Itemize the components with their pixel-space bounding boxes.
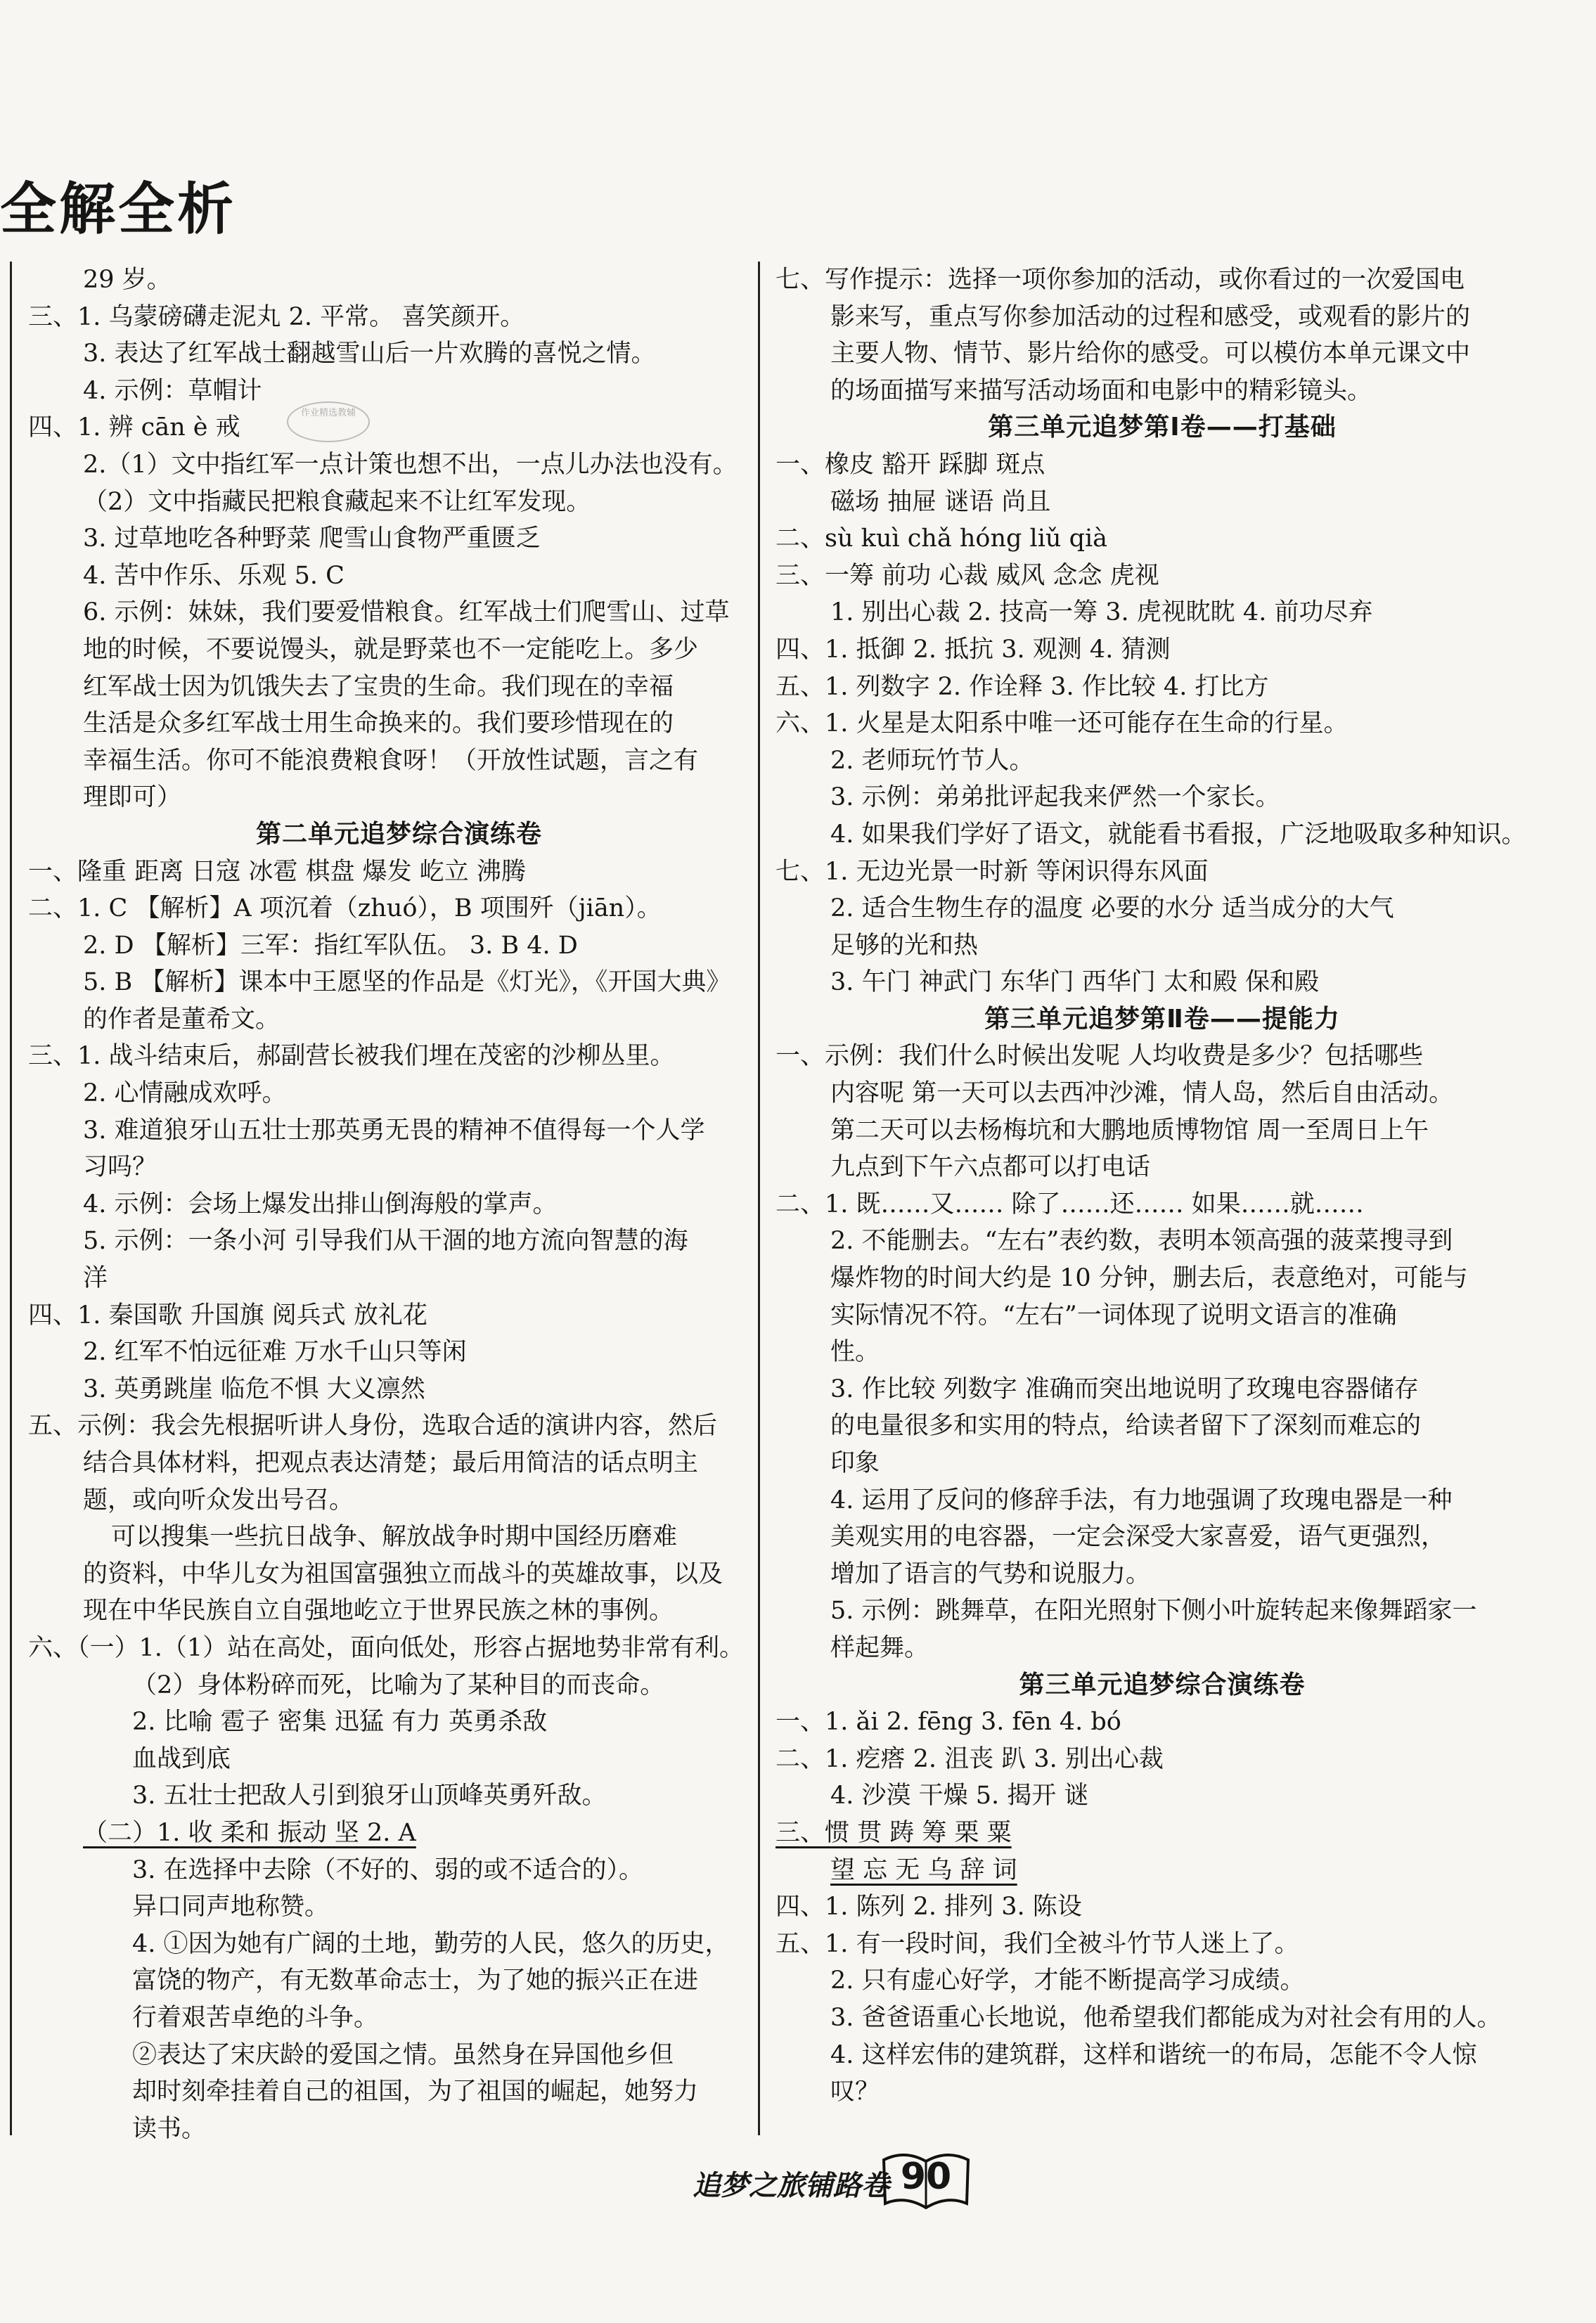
right-answer-line: 二、sù kuì chǎ hóng liǔ qià — [776, 525, 1108, 553]
left-answer-line: 五、示例：我会先根据听讲人身份，选取合适的演讲内容，然后 — [28, 1412, 718, 1441]
right-answer-line: 4. 如果我们学好了语文，就能看书看报，广泛地吸取多种知识。 — [830, 820, 1526, 849]
left-margin-rule — [10, 262, 12, 2135]
left-answer-line: 29 岁。 — [83, 266, 172, 294]
left-answer-line: 6. 示例：妹妹，我们要爱惜粮食。红军战士们爬雪山、过草 — [83, 598, 730, 627]
left-answer-line: 二、1. C 【解析】A 项沉着（zhuó），B 项围歼（jiān）。 — [28, 894, 662, 923]
right-answer-line: 一、示例：我们什么时候出发呢 人均收费是多少？包括哪些 — [776, 1042, 1424, 1071]
right-answer-column — [776, 262, 1549, 2111]
left-answer-line: 行着艰苦卓绝的斗争。 — [132, 2003, 379, 2032]
column-divider — [758, 262, 760, 2135]
right-answer-line: 5. 示例：跳舞草，在阳光照射下侧小叶旋转起来像舞蹈家一 — [830, 1597, 1477, 1626]
left-answer-line: （二）1. 收 柔和 振动 坚 2. A — [83, 1818, 416, 1847]
right-section-title: 第三单元追梦第Ⅰ卷——打基础 — [988, 413, 1337, 442]
right-answer-line: 七、1. 无边光景一时新 等闲识得东风面 — [776, 857, 1209, 886]
left-answer-line: （2）身体粉碎而死，比喻为了某种目的而丧命。 — [132, 1671, 665, 1699]
right-answer-line: 3. 爸爸语重心长地说，他希望我们都能成为对社会有用的人。 — [830, 2003, 1502, 2032]
right-answer-line: 五、1. 列数字 2. 作诠释 3. 作比较 4. 打比方 — [776, 672, 1269, 701]
left-answer-line: 3. 在选择中去除（不好的、弱的或不适合的）。 — [132, 1855, 644, 1884]
left-answer-line: 四、1. 辨 cān è 戒 — [28, 413, 240, 442]
left-answer-line: 读书。 — [132, 2114, 207, 2143]
left-answer-line: 题，或向听众发出号召。 — [83, 1486, 354, 1514]
right-answer-line: 4. 运用了反问的修辞手法，有力地强调了玫瑰电器是一种 — [830, 1486, 1453, 1514]
right-answer-line: 磁场 抽屉 谜语 尚且 — [830, 487, 1051, 516]
left-answer-line: 2.（1）文中指红军一点计策也想不出，一点儿办法也没有。 — [83, 450, 738, 479]
right-answer-line: 一、1. ǎi 2. fēng 3. fēn 4. bó — [776, 1708, 1121, 1737]
left-answer-line: 一、隆重 距离 日寇 冰雹 棋盘 爆发 屹立 沸腾 — [28, 857, 526, 886]
left-answer-line: 4. 苦中作乐、乐观 5. C — [83, 561, 345, 590]
left-answer-line: 2. 红军不怕远征难 万水千山只等闲 — [83, 1338, 467, 1367]
left-answer-line: 四、1. 秦国歌 升国旗 阅兵式 放礼花 — [28, 1301, 427, 1330]
right-section-title: 第三单元追梦第Ⅱ卷——提能力 — [984, 1004, 1340, 1034]
right-answer-line: 印象 — [830, 1449, 880, 1477]
right-answer-line: 足够的光和热 — [830, 931, 979, 960]
left-answer-line: 4. 示例：草帽计 — [83, 376, 262, 405]
right-answer-line: 2. 适合生物生存的温度 必要的水分 适当成分的大气 — [830, 894, 1394, 923]
page-header-title: 全解全析 — [0, 176, 236, 242]
right-answer-line: 爆炸物的时间大约是 10 分钟，删去后，表意绝对，可能与 — [830, 1264, 1468, 1293]
left-answer-line: 3. 表达了红军战士翻越雪山后一片欢腾的喜悦之情。 — [83, 340, 656, 368]
right-answer-line: 望 忘 无 乌 辞 词 — [830, 1855, 1017, 1884]
left-answer-line: 5. 示例：一条小河 引导我们从干涸的地方流向智慧的海 — [83, 1227, 688, 1256]
left-answer-line: 4. 示例：会场上爆发出排山倒海般的掌声。 — [83, 1190, 558, 1218]
left-answer-line: 现在中华民族自立自强地屹立于世界民族之林的事例。 — [83, 1597, 674, 1626]
right-answer-line: 四、1. 陈列 2. 排列 3. 陈设 — [776, 1893, 1082, 1922]
left-answer-line: 红军战士因为饥饿失去了宝贵的生命。我们现在的幸福 — [83, 672, 674, 701]
right-answer-line: 内容呢 第一天可以去西冲沙滩，情人岛，然后自由活动。 — [830, 1079, 1454, 1108]
left-answer-line: （2）文中指藏民把粮食藏起来不让红军发现。 — [83, 487, 591, 516]
right-answer-line: 叹？ — [830, 2078, 880, 2106]
right-answer-line: 样起舞。 — [830, 1633, 929, 1662]
left-section-title: 第二单元追梦综合演练卷 — [255, 819, 542, 849]
left-answer-line: 血战到底 — [132, 1744, 231, 1773]
left-answer-line: 结合具体材料，把观点表达清楚；最后用简洁的话点明主 — [83, 1449, 699, 1477]
page-number: 90 — [900, 2156, 952, 2198]
left-answer-line: 理即可） — [83, 783, 182, 812]
right-answer-line: 二、1. 疙瘩 2. 沮丧 趴 3. 别出心裁 — [776, 1744, 1164, 1773]
right-answer-line: 三、一筹 前功 心裁 威风 念念 虎视 — [776, 561, 1159, 590]
left-answer-line: 六、（一）1.（1）站在高处，面向低处，形容占据地势非常有利。 — [28, 1633, 745, 1662]
left-answer-line: 3. 难道狼牙山五壮士那英勇无畏的精神不值得每一个人学 — [83, 1116, 705, 1145]
right-answer-line: 4. 这样宏伟的建筑群，这样和谐统一的布局，怎能不令人惊 — [830, 2040, 1477, 2069]
right-answer-line: 2. 只有虚心好学，才能不断提高学习成绩。 — [830, 1967, 1305, 1995]
right-answer-line: 实际情况不符。“左右”一词体现了说明文语言的准确 — [830, 1301, 1397, 1330]
left-answer-line: 4. ①因为她有广阔的土地，勤劳的人民，悠久的历史， — [132, 1929, 730, 1958]
right-answer-line: 4. 沙漠 干燥 5. 揭开 谜 — [830, 1782, 1089, 1810]
left-answer-line: 的资料，中华儿女为祖国富强独立而战斗的英雄故事，以及 — [83, 1559, 723, 1588]
left-answer-line: 三、1. 战斗结束后，郝副营长被我们埋在茂密的沙柳丛里。 — [28, 1042, 675, 1071]
right-section-title: 第三单元追梦综合演练卷 — [1019, 1670, 1306, 1699]
stamp-text: 作业精选教辅 — [300, 408, 356, 418]
right-answer-line: 2. 老师玩竹节人。 — [830, 746, 1034, 775]
footer-brand: 追梦之旅铺路卷 — [693, 2170, 889, 2202]
left-answer-line: 5. B 【解析】课本中王愿坚的作品是《灯光》，《开国大典》 — [83, 968, 731, 997]
left-answer-line: 洋 — [83, 1264, 108, 1293]
right-answer-line: 四、1. 抵御 2. 抵抗 3. 观测 4. 猜测 — [776, 635, 1171, 664]
left-answer-line: 异口同声地称赞。 — [132, 1893, 330, 1922]
right-answer-line: 二、1. 既……又…… 除了……还…… 如果……就…… — [776, 1190, 1364, 1218]
left-answer-line: 3. 英勇跳崖 临危不惧 大义凛然 — [83, 1375, 425, 1403]
right-answer-line: 的电量很多和实用的特点，给读者留下了深刻而难忘的 — [830, 1412, 1422, 1441]
left-answer-line: 2. 心情融成欢呼。 — [83, 1079, 287, 1108]
right-answer-line: 3. 作比较 列数字 准确而突出地说明了玫瑰电容器储存 — [830, 1375, 1419, 1403]
page-footer — [693, 2146, 988, 2223]
right-answer-line: 三、惯 贯 踌 筹 栗 粟 — [776, 1818, 1012, 1847]
watermark-stamp — [287, 401, 370, 442]
left-answer-line: 幸福生活。你可不能浪费粮食呀！（开放性试题，言之有 — [83, 746, 699, 775]
right-answer-line: 3. 示例：弟弟批评起我来俨然一个家长。 — [830, 783, 1280, 812]
right-answer-line: 1. 别出心裁 2. 技高一筹 3. 虎视眈眈 4. 前功尽弃 — [830, 598, 1373, 627]
right-answer-line: 主要人物、情节、影片给你的感受。可以模仿本单元课文中 — [830, 340, 1471, 368]
left-answer-line: 富饶的物产，有无数革命志士，为了她的振兴正在进 — [132, 1967, 699, 1995]
left-answer-line: 却时刻牵挂着自己的祖国，为了祖国的崛起，她努力 — [132, 2078, 699, 2106]
left-answer-line: 习吗？ — [83, 1153, 157, 1182]
left-answer-line: 2. 比喻 雹子 密集 迅猛 有力 英勇杀敌 — [132, 1708, 548, 1737]
left-answer-line: 可以搜集一些抗日战争、解放战争时期中国经历磨难 — [111, 1523, 678, 1552]
right-answer-line: 七、写作提示：选择一项你参加的活动，或你看过的一次爱国电 — [776, 266, 1465, 294]
right-answer-line: 性。 — [830, 1338, 880, 1367]
left-answer-line: 三、1. 乌蒙磅礴走泥丸 2. 平常。 喜笑颜开。 — [28, 302, 525, 331]
right-answer-line: 2. 不能删去。“左右”表约数，表明本领高强的菠菜搜寻到 — [830, 1227, 1453, 1256]
left-answer-line: 2. D 【解析】三军：指红军队伍。 3. B 4. D — [83, 931, 578, 960]
left-answer-line: 的作者是董希文。 — [83, 1005, 281, 1034]
left-answer-line: 地的时候，不要说馒头，就是野菜也不一定能吃上。多少 — [83, 635, 699, 664]
right-answer-line: 的场面描写来描写活动场面和电影中的精彩镜头。 — [830, 376, 1372, 405]
left-answer-line: 3. 五壮士把敌人引到狼牙山顶峰英勇歼敌。 — [132, 1782, 607, 1810]
right-answer-line: 美观实用的电容器，一定会深受大家喜爱，语气更强烈， — [830, 1523, 1446, 1552]
right-answer-line: 增加了语言的气势和说服力。 — [830, 1559, 1151, 1588]
right-answer-line: 一、橡皮 豁开 踩脚 斑点 — [776, 450, 1045, 479]
left-answer-line: 3. 过草地吃各种野菜 爬雪山食物严重匮乏 — [83, 525, 541, 553]
right-answer-line: 六、1. 火星是太阳系中唯一还可能存在生命的行星。 — [776, 709, 1349, 738]
right-answer-line: 3. 午门 神武门 东华门 西华门 太和殿 保和殿 — [830, 968, 1320, 997]
right-answer-line: 第二天可以去杨梅坑和大鹏地质博物馆 周一至周日上午 — [830, 1116, 1429, 1145]
right-answer-line: 影来写，重点写你参加活动的过程和感受，或观看的影片的 — [830, 302, 1471, 331]
right-answer-line: 九点到下午六点都可以打电话 — [830, 1153, 1151, 1182]
left-answer-column — [28, 262, 745, 2147]
left-answer-line: ②表达了宋庆龄的爱国之情。虽然身在异国他乡但 — [132, 2040, 674, 2069]
left-answer-line: 生活是众多红军战士用生命换来的。我们要珍惜现在的 — [83, 709, 674, 738]
right-answer-line: 五、1. 有一段时间，我们全被斗竹节人迷上了。 — [776, 1929, 1299, 1958]
